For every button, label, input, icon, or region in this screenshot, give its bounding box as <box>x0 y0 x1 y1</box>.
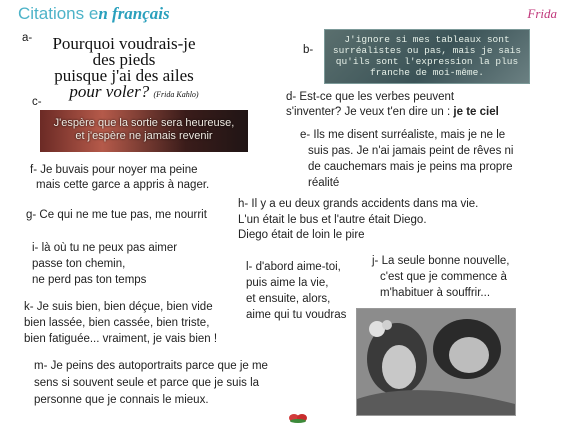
quote-g <box>26 208 207 223</box>
quote-j-line3: m'habituer à souffrir... <box>380 287 491 299</box>
quote-e <box>300 127 513 191</box>
quote-i-line3: ne perd pas ton temps <box>32 274 147 286</box>
quote-j <box>372 253 509 301</box>
quote-f-line2: mais cette garce a appris à nager. <box>36 179 210 191</box>
quote-f <box>30 163 209 193</box>
quote-j-line2: c'est que je commence à <box>380 271 507 283</box>
page-title <box>18 4 170 24</box>
quote-l-line2: puis aime la vie, <box>246 277 329 289</box>
quote-k-line1: k- Je suis bien, bien déçue, bien vide <box>24 301 213 313</box>
quote-l <box>246 259 346 323</box>
quote-e-line2: suis pas. Je n'ai jamais peint de rêves ni <box>308 145 514 157</box>
quote-b-image <box>324 29 530 84</box>
quote-c-line1: J'espère que la sortie sera heureuse, <box>53 117 235 129</box>
page-title-emphasis: n français <box>98 4 170 23</box>
quote-b-line1: J'ignore si mes tableaux sont <box>344 34 510 45</box>
quote-e-line4: réalité <box>308 177 340 189</box>
quote-i-line2: passe ton chemin, <box>32 258 126 270</box>
quote-m-line2: sens si souvent seule et parce que je suis la <box>34 377 260 389</box>
quote-f-line1: f- Je buvais pour noyer ma peine <box>30 164 198 176</box>
quote-m-line1: m- Je peins des autoportraits parce que je me <box>34 360 268 372</box>
page-title-prefix: Citations e <box>18 4 99 23</box>
quote-c-label: c- <box>32 96 42 108</box>
quote-k-line3: bien fatiguée... vraiment, je vais bien ! <box>24 333 218 345</box>
frida-signature: Frida <box>527 6 557 21</box>
quote-i-line1: i- là où tu ne peux pas aimer <box>32 242 178 254</box>
quote-a-line2: des pieds <box>92 50 156 69</box>
quote-h-line2: L'un était le bus et l'autre était Diego. <box>238 213 427 226</box>
quote-a-label: a- <box>22 32 33 44</box>
quote-b-line3: qu'ils sont l'expression la plus <box>335 56 519 67</box>
quote-e-line3: de cauchemars mais je peins ma propre <box>308 161 513 173</box>
quote-c-line2: et j'espère ne jamais revenir <box>75 130 213 142</box>
quote-d-line1: d- Est-ce que les verbes peuvent <box>286 91 455 103</box>
quote-k <box>24 299 217 347</box>
quote-m <box>34 358 268 409</box>
quote-i <box>32 240 177 288</box>
photo-illustration <box>357 309 515 415</box>
quote-h-line1: h- Il y a eu deux grands accidents dans ma vie. <box>238 198 479 210</box>
quote-a-line1: Pourquoi voudrais-je <box>52 34 196 53</box>
quote-m-line3: personne que je connais le mieux. <box>34 394 209 406</box>
quote-b-line2: surréalistes ou pas, mais je sais <box>332 45 522 56</box>
quote-l-line1: l- d'abord aime-toi, <box>246 261 341 273</box>
quote-h-line3: Diego était de loin le pire <box>238 229 365 241</box>
quote-d-emphasis: je te ciel <box>453 106 499 118</box>
quote-h <box>238 197 478 244</box>
quote-d-line2: s'inventer? Je veux t'en dire un : <box>286 106 451 118</box>
quote-b-label: b- <box>303 44 314 56</box>
quote-b-line4: franche de moi-même. <box>369 67 485 78</box>
quote-a-attribution: (Frida Kahlo) <box>153 90 199 99</box>
quote-c-image <box>40 110 248 152</box>
quote-a <box>40 36 208 103</box>
quote-l-line4: aime qui tu voudras <box>246 309 347 321</box>
quote-e-line1: e- Ils me disent surréaliste, mais je ne le <box>300 129 506 141</box>
quote-l-line3: et ensuite, alors, <box>246 293 331 305</box>
quote-d <box>286 90 499 120</box>
quote-g-line1: g- Ce qui ne me tue pas, me nourrit <box>26 209 207 221</box>
quote-a-line4: pour voler? <box>69 82 150 101</box>
quote-k-line2: bien lassée, bien cassée, bien triste, <box>24 317 210 329</box>
flower-icon <box>288 410 308 421</box>
quote-a-line3: puisque j'ai des ailes <box>54 66 194 85</box>
frida-photo <box>356 308 516 416</box>
quote-j-line1: j- La seule bonne nouvelle, <box>372 255 510 267</box>
